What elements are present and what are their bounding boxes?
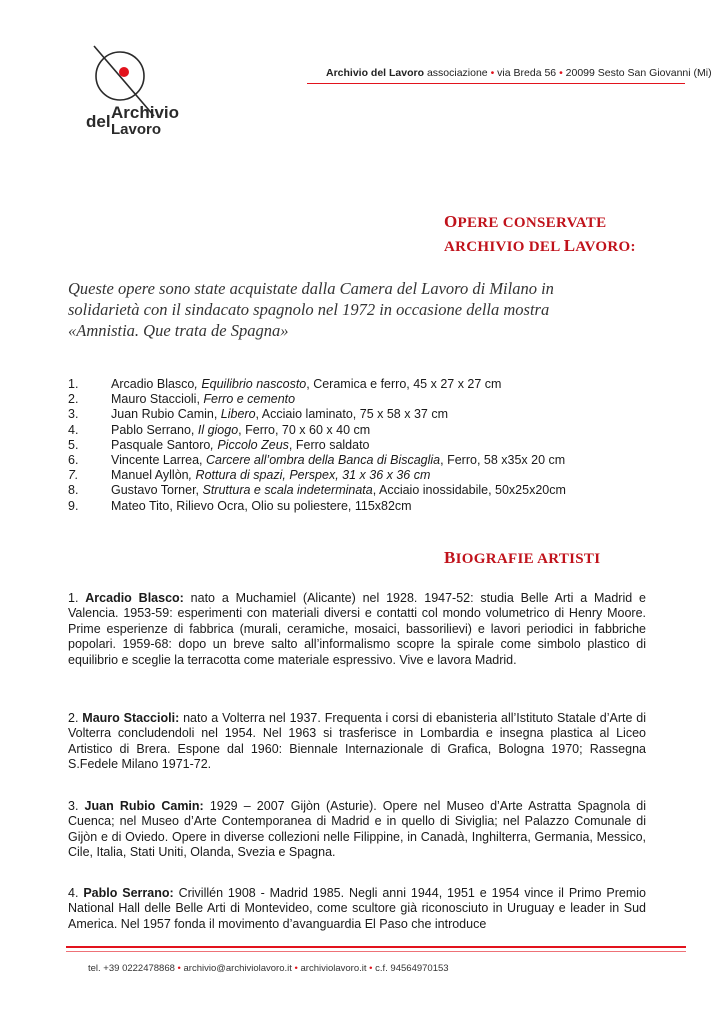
list-item: 4. Pablo Serrano, Il giogo, Ferro, 70 x 60 x 40 cm: [68, 422, 371, 437]
list-item: 6. Vincente Larrea, Carcere all’ombra della Banca di Biscaglia, Ferro, 58 x35x 20 cm: [68, 453, 566, 468]
works-list: [68, 377, 566, 514]
separator-dot: •: [369, 963, 373, 974]
city-address: 20099 Sesto San Giovanni (Mi): [562, 67, 712, 79]
logo-text-lavoro: Lavoro: [111, 121, 162, 138]
list-item: 1. Arcadio Blasco, Equilibrio nascosto, Ceramica e ferro, 45 x 27 x 27 cm: [68, 377, 502, 391]
list-item: 3. Juan Rubio Camin, Libero, Acciaio laminato, 75 x 58 x 37 cm: [68, 407, 448, 422]
org-type: associazione: [424, 67, 488, 79]
footer-phone: tel. +39 0222478868: [88, 963, 178, 974]
separator-dot: •: [177, 963, 181, 974]
section-title-biografie: BIOGRAFIE ARTISTI: [444, 548, 601, 567]
list-item: 5. Pasquale Santoro, Piccolo Zeus, Ferro saldato: [68, 437, 370, 452]
header-address: [326, 67, 712, 79]
footer-tax-code: c.f. 94564970153: [372, 963, 449, 974]
street-address: via Breda 56: [494, 67, 560, 79]
footer-divider-thin: [66, 951, 686, 952]
bio-paragraph: 4. Pablo Serrano: Crivillén 1908 - Madrid 1985. Negli anni 1944, 1951 e 1954 vince il Primo Premio National Hall delle Belle Arti di Montevideo, come scultore già riconosciuto in Uruguay e leader in Sud America. Nel 1957 fonda il movimento d’avanguardia El Paso che introduce: [68, 886, 646, 931]
list-item: 8. Gustavo Torner, Struttura e scala indeterminata, Acciaio inossidabile, 50x25x20cm: [68, 483, 566, 498]
artist-name: Arcadio Blasco:: [85, 591, 184, 605]
list-item: 2. Mauro Staccioli, Ferro e cemento: [68, 392, 296, 407]
footer-email: archivio@archiviolavoro.it: [180, 963, 295, 974]
header-divider: [307, 83, 685, 84]
intro-paragraph: Queste opere sono state acquistate dalla Camera del Lavoro di Milano in solidarietà con il sindacato spagnolo nel 1972 in occasione della mostra «Amnistia. Que trata de Spagna»: [68, 279, 554, 340]
bio-paragraph: 3. Juan Rubio Camin: 1929 – 2007 Gijòn (Asturie). Opere nel Museo d’Arte Astratta Spagnola di Cuenca; nel Museo d’Arte Contemporanea di Madrid e in quello di Siviglia; nel Palazzo Comunale di Gijòn e di Oviedo. Opere in diverse collezioni nelle Filippine, in Canadà, Inghilterra, Germania, Messico, Cile, Italia, Stati Uniti, Olanda, Svezia e Spagna.: [68, 799, 646, 860]
separator-dot: •: [490, 67, 495, 79]
footer-website: archiviolavoro.it: [297, 963, 370, 974]
list-item: 9. Mateo Tito, Rilievo Ocra, Olio su poliestere, 115x82cm: [68, 498, 412, 513]
artist-name: Mauro Staccioli:: [82, 711, 180, 725]
section-title-archivio: ARCHIVIO DEL LAVORO:: [444, 236, 636, 255]
footer-divider: [66, 946, 686, 948]
footer-contacts: [88, 963, 449, 974]
artist-name: Juan Rubio Camin:: [84, 799, 204, 813]
org-name: Archivio del Lavoro: [326, 67, 425, 79]
separator-dot: •: [294, 963, 298, 974]
section-title-opere: OPERE CONSERVATE: [444, 212, 607, 231]
artist-name: Pablo Serrano:: [83, 886, 174, 900]
list-item: 7. Manuel Ayllòn, Rottura di spazi, Perspex, 31 x 36 x 36 cm: [68, 468, 431, 483]
bio-paragraph: 1. Arcadio Blasco: nato a Muchamiel (Alicante) nel 1928. 1947-52: studia Belle Arti a Madrid e Valencia. 1953-59: esperimenti con materiali diversi e contatti col mondo volumetrico di Henry Moore. Prime esperienze di fabbrica (murali, ceramiche, mosaici, bassorilievi) e lavori periodici in fabbriche popolari. 1959-68: dopo un breve salto all’informalismo scopre la spirale come simbolo plastico di equilibrio e sceglie la terracotta come materiale espressivo. Vive e lavora Madrid.: [68, 591, 646, 667]
logo-text-del: del: [86, 112, 111, 131]
bio-paragraph: 2. Mauro Staccioli: nato a Volterra nel 1937. Frequenta i corsi di ebanisteria all’Istituto Statale d’Arte di Volterra concludendoli nel 1954. Nel 1963 si trasferisce in Lombardia e insegna plastica al Liceo Artistico di Brera. Espone dal 1960: Biennale Internazionale di Grafica, Bologna 1970; Rassegna S.Fedele Milano 1971-72.: [68, 711, 646, 772]
logo-text-archivio: Archivio: [111, 103, 180, 122]
separator-dot: •: [559, 67, 563, 79]
